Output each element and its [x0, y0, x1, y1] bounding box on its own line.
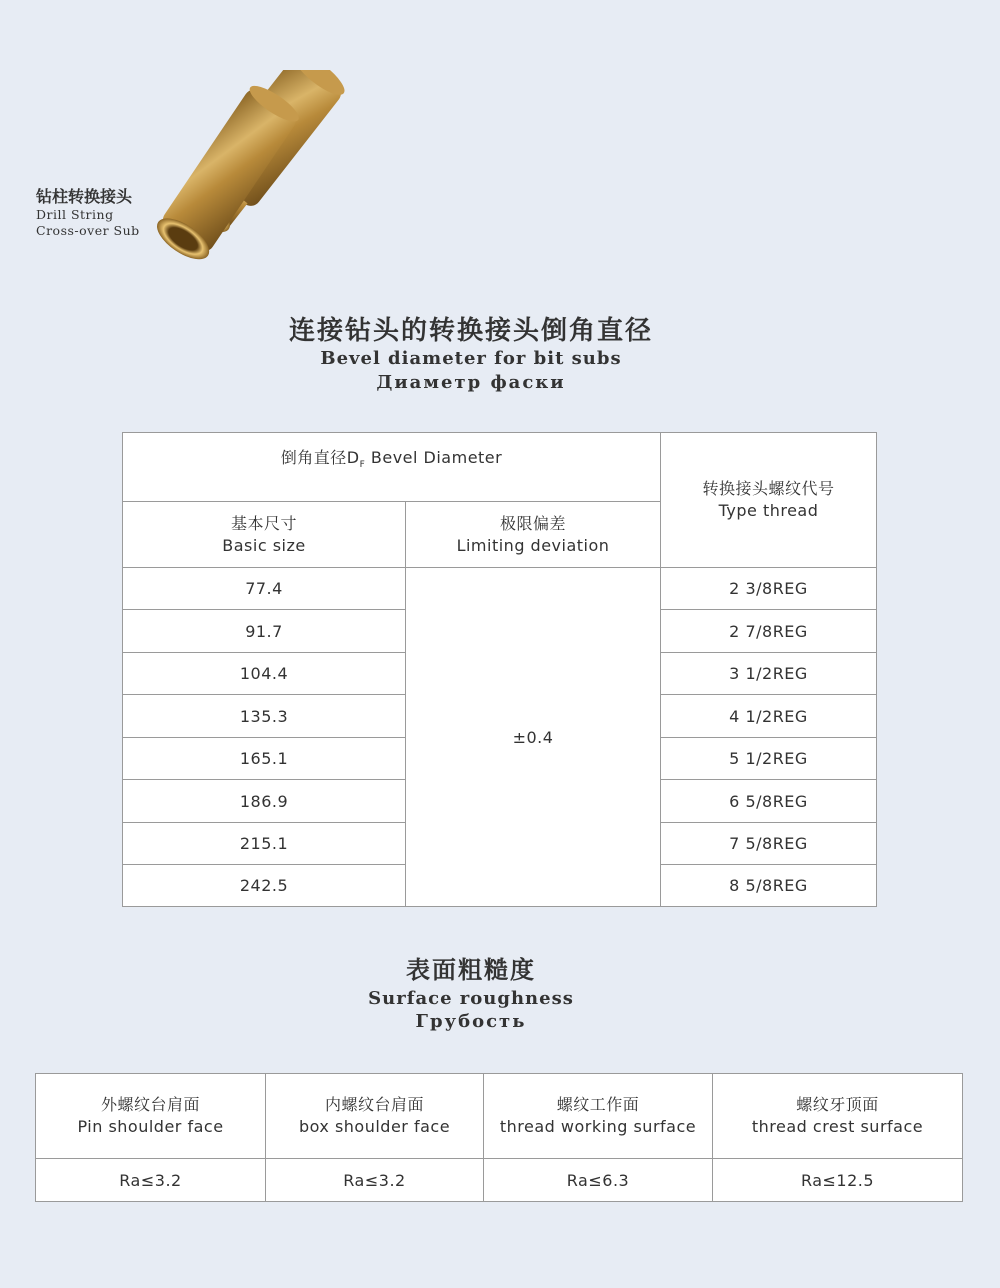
basic-size-cell: 215.1 [123, 823, 406, 865]
thread-cell: 6 5/8REG [661, 780, 877, 823]
bevel-title-ru: Диаметр фаски [376, 372, 566, 393]
thread-working-en: thread working surface [499, 1117, 697, 1136]
header-limiting-deviation [406, 502, 661, 568]
header-thread-en: Type thread [718, 501, 819, 520]
header-bevel-suffix: Bevel Diameter [365, 448, 503, 467]
basic-size-cell: 77.4 [123, 568, 406, 610]
table-row [123, 568, 877, 610]
deviation-cell: ±0.4 [406, 568, 661, 907]
table-row [36, 1159, 963, 1202]
header-pin-shoulder [36, 1074, 266, 1159]
product-caption-en-line2: Cross-over Sub [36, 223, 140, 238]
basic-size-cell: 135.3 [123, 695, 406, 738]
basic-size-cell: 91.7 [123, 610, 406, 653]
header-thread-crest [713, 1074, 963, 1159]
thread-crest-en: thread crest surface [751, 1117, 924, 1136]
header-bevel-prefix: 倒角直径D [280, 448, 360, 467]
header-thread-working [484, 1074, 713, 1159]
basic-size-cell: 165.1 [123, 738, 406, 780]
basic-size-cell: 104.4 [123, 653, 406, 695]
product-caption-en-line1: Drill String [36, 207, 114, 222]
header-dev-zh: 极限偏差 [499, 513, 566, 533]
thread-cell: 2 3/8REG [661, 568, 877, 610]
header-dev-en: Limiting deviation [456, 535, 610, 555]
roughness-title-en: Surface roughness [368, 988, 574, 1009]
thread-cell: 2 7/8REG [661, 610, 877, 653]
basic-size-cell: 186.9 [123, 780, 406, 823]
header-basic-zh: 基本尺寸 [230, 513, 297, 533]
header-basic-en: Basic size [222, 535, 306, 555]
header-bevel-sub: F [359, 460, 366, 471]
bevel-title-zh: 连接钻头的转换接头倒角直径 [288, 316, 653, 346]
thread-cell: 4 1/2REG [661, 695, 877, 738]
box-shoulder-en: box shoulder face [298, 1117, 451, 1136]
thread-cell: 7 5/8REG [661, 823, 877, 865]
bevel-diameter-table [122, 432, 877, 907]
header-box-shoulder [266, 1074, 484, 1159]
header-type-thread [661, 433, 877, 568]
roughness-value: Ra≤3.2 [266, 1159, 484, 1202]
box-shoulder-zh: 内螺纹台肩面 [324, 1095, 424, 1114]
thread-cell: 5 1/2REG [661, 738, 877, 780]
header-basic-size [123, 502, 406, 568]
bevel-title-en: Bevel diameter for bit subs [320, 348, 622, 369]
thread-working-zh: 螺纹工作面 [556, 1095, 640, 1114]
header-thread-zh: 转换接头螺纹代号 [702, 479, 835, 498]
roughness-value: Ra≤12.5 [713, 1159, 963, 1202]
roughness-title-ru: Грубость [415, 1011, 527, 1032]
roughness-value: Ra≤3.2 [36, 1159, 266, 1202]
drill-string-sub-image [140, 70, 400, 280]
pin-shoulder-zh: 外螺纹台肩面 [100, 1095, 200, 1114]
basic-size-cell: 242.5 [123, 865, 406, 907]
roughness-value: Ra≤6.3 [484, 1159, 713, 1202]
surface-roughness-table [35, 1073, 963, 1202]
thread-cell: 3 1/2REG [661, 653, 877, 695]
pin-shoulder-en: Pin shoulder face [77, 1117, 224, 1136]
thread-cell: 8 5/8REG [661, 865, 877, 907]
roughness-title-zh: 表面粗糙度 [406, 955, 536, 984]
product-caption-zh: 钻柱转换接头 [36, 187, 133, 206]
thread-crest-zh: 螺纹牙顶面 [796, 1095, 879, 1114]
header-bevel-diameter [123, 433, 661, 502]
